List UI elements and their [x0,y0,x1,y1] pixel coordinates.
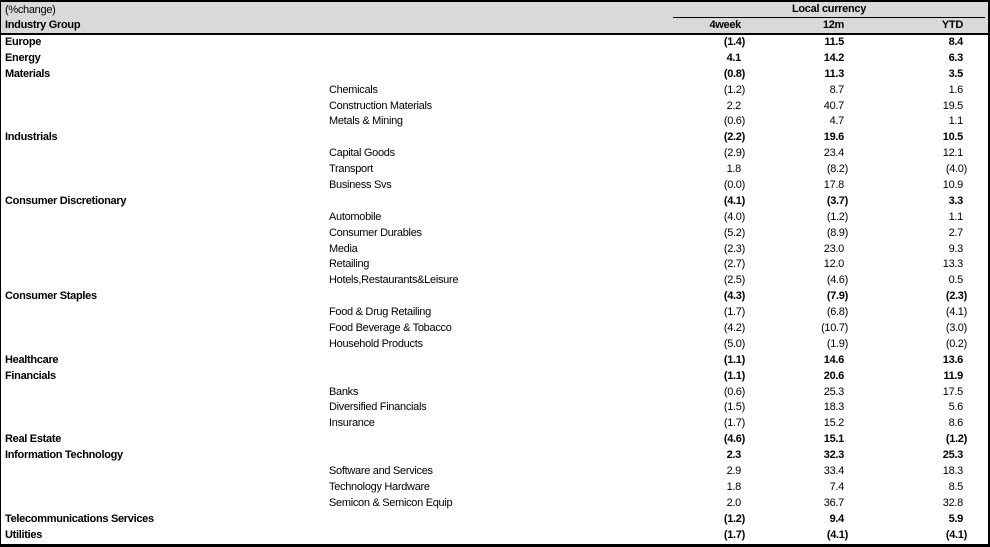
value-4week: (1.7) [723,417,745,430]
value-ytd: 13.3 [942,258,963,271]
value-12m: 12.0 [823,258,844,271]
value-ytd: 32.8 [942,496,963,509]
table-row [1,353,988,369]
value-ytd: 17.5 [942,385,963,398]
table-row [1,385,988,401]
value-12m: 17.8 [823,179,844,192]
table-body [1,35,988,544]
value-ytd: (4.1) [945,306,967,319]
value-12m: (1.2) [826,210,848,223]
industry-sub-label: Automobile [329,210,382,223]
industry-group-label: Telecommunications Services [5,512,154,525]
table-row [1,337,988,353]
value-ytd: 3.5 [948,67,963,80]
value-12m: 19.6 [823,131,844,144]
table-row [1,146,988,162]
table-row [1,114,988,130]
value-ytd: (3.0) [945,322,967,335]
value-4week: (1.4) [723,36,745,48]
table-row [1,432,988,448]
value-12m: 32.3 [823,449,844,462]
value-12m: 7.4 [829,480,844,493]
table-row [1,369,988,385]
table-row [1,273,988,289]
industry-group-header: Industry Group [5,19,81,31]
industry-group-label: Information Technology [5,449,123,462]
industry-sub-label: Semicon & Semicon Equip [329,496,453,509]
value-4week: (4.6) [723,433,745,446]
value-12m: (1.9) [826,337,848,350]
value-ytd: (1.2) [945,433,967,446]
industry-sub-label: Household Products [329,337,423,350]
table-row [1,67,988,83]
industry-sub-label: Transport [329,163,373,176]
value-4week: (1.1) [723,353,745,366]
value-ytd: 25.3 [942,449,963,462]
industry-sub-label: Media [329,242,358,255]
value-12m: 15.2 [823,417,844,430]
value-4week: (1.2) [723,83,745,96]
value-ytd: 1.1 [948,210,963,223]
value-12m: (8.9) [826,226,848,239]
value-4week: (0.0) [723,179,745,192]
table-row [1,99,988,115]
table-row [1,83,988,99]
value-ytd: 6.3 [948,51,963,64]
table-row [1,321,988,337]
value-4week: (4.2) [723,322,745,335]
value-ytd: 8.6 [948,417,963,430]
table-row [1,305,988,321]
table-row [1,464,988,480]
value-12m: 23.0 [823,242,844,255]
industry-sub-label: Business Svs [329,179,392,192]
value-ytd: 2.7 [948,226,963,239]
value-12m: 14.2 [823,51,844,64]
value-4week: 2.9 [726,465,741,478]
industry-sub-label: Insurance [329,417,375,430]
table-row [1,257,988,273]
value-12m: 4.7 [829,115,844,128]
industry-group-label: Europe [5,36,42,48]
value-4week: (0.8) [723,67,745,80]
value-4week: (5.0) [723,337,745,350]
table-row [1,242,988,258]
industry-group-label: Healthcare [5,353,59,366]
local-currency-label: Local currency [791,3,867,15]
value-ytd: 3.3 [948,194,963,207]
value-12m: 20.6 [823,369,844,382]
industry-group-label: Industrials [5,131,58,144]
header-row-change [1,2,988,17]
value-12m: 36.7 [823,496,844,509]
column-header-4week: 4week [709,19,741,31]
industry-group-label: Energy [5,51,41,64]
value-12m: 33.4 [823,465,844,478]
table-row [1,512,988,528]
value-12m: (4.1) [826,528,848,541]
value-4week: (1.5) [723,401,745,414]
value-4week: (1.7) [723,306,745,319]
value-4week: (4.3) [723,290,745,303]
table-row [1,480,988,496]
table-row [1,496,988,512]
value-12m: (10.7) [821,322,848,335]
value-ytd: 1.1 [948,115,963,128]
value-4week: 2.2 [726,99,741,112]
industry-group-label: Utilities [5,528,43,541]
value-4week: 4.1 [726,51,741,64]
industry-group-label: Real Estate [5,433,62,446]
table-row [1,528,988,544]
value-12m: (6.8) [826,306,848,319]
industry-sub-label: Diversified Financials [329,401,427,414]
value-4week: (4.1) [723,194,745,207]
value-ytd: 12.1 [942,147,963,160]
value-12m: 40.7 [823,99,844,112]
value-12m: 11.5 [824,36,844,48]
table-row [1,35,988,51]
industry-sub-label: Retailing [329,258,370,271]
value-12m: 25.3 [823,385,844,398]
value-4week: (2.2) [723,131,745,144]
industry-group-label: Consumer Discretionary [5,194,127,207]
industry-sub-label: Food Beverage & Tobacco [329,322,452,335]
column-header-ytd: YTD [941,19,963,31]
table-header [1,2,988,35]
value-4week: (2.7) [723,258,745,271]
table-row [1,130,988,146]
value-12m: 15.1 [823,433,844,446]
industry-sub-label: Software and Services [329,465,433,478]
value-4week: (5.2) [723,226,745,239]
industry-sub-label: Technology Hardware [329,480,430,493]
value-12m: (3.7) [826,194,848,207]
value-ytd: 1.6 [948,83,963,96]
value-4week: (0.6) [723,115,745,128]
value-12m: 14.6 [823,353,844,366]
value-ytd: 5.9 [948,512,963,525]
table-row [1,178,988,194]
value-ytd: 19.5 [942,99,963,112]
value-ytd: (4.0) [945,163,967,176]
percent-change-label: (%change) [5,4,56,16]
value-4week: (2.3) [723,242,745,255]
value-4week: (4.0) [723,210,745,223]
value-12m: (4.6) [826,274,848,287]
value-ytd: 5.6 [948,401,963,414]
value-4week: (1.2) [723,512,745,525]
value-ytd: (4.1) [945,528,967,541]
table-row [1,448,988,464]
industry-sub-label: Capital Goods [329,147,395,160]
value-ytd: 11.9 [943,369,963,382]
value-ytd: (0.2) [945,337,967,350]
value-ytd: 10.5 [942,131,963,144]
value-ytd: 8.4 [948,36,963,48]
industry-group-label: Materials [5,67,50,80]
industry-group-label: Financials [5,369,56,382]
value-4week: 1.8 [726,163,741,176]
column-header-12m: 12m [822,19,844,31]
value-12m: 9.4 [829,512,844,525]
value-ytd: 13.6 [942,353,963,366]
industry-sub-label: Hotels,Restaurants&Leisure [329,274,459,287]
value-12m: (7.9) [826,290,848,303]
value-4week: 1.8 [726,480,741,493]
industry-sub-label: Food & Drug Retailing [329,306,431,319]
value-4week: (2.9) [723,147,745,160]
value-ytd: (2.3) [945,290,967,303]
table-row [1,416,988,432]
value-4week: 2.0 [726,496,741,509]
table-row [1,51,988,67]
value-ytd: 0.5 [948,274,963,287]
table-row [1,289,988,305]
value-4week: (1.7) [723,528,745,541]
value-12m: 11.3 [824,67,844,80]
value-ytd: 9.3 [948,242,963,255]
value-12m: 18.3 [823,401,844,414]
table-row [1,226,988,242]
industry-group-label: Consumer Staples [5,290,97,303]
value-4week: (1.1) [723,369,745,382]
table-row [1,162,988,178]
industry-sub-label: Construction Materials [329,99,432,112]
value-ytd: 8.5 [948,480,963,493]
value-12m: 23.4 [823,147,844,160]
value-ytd: 10.9 [942,179,963,192]
table-row [1,400,988,416]
value-4week: (0.6) [723,385,745,398]
industry-sub-label: Banks [329,385,359,398]
value-4week: (2.5) [723,274,745,287]
value-ytd: 18.3 [942,465,963,478]
table-row [1,194,988,210]
value-12m: (8.2) [826,163,848,176]
industry-sub-label: Chemicals [329,83,378,96]
industry-sub-label: Consumer Durables [329,226,422,239]
value-4week: 2.3 [726,449,741,462]
industry-sub-label: Metals & Mining [329,115,403,128]
value-12m: 8.7 [829,83,844,96]
table-row [1,210,988,226]
header-row-columns [1,17,988,33]
local-currency-group-header [673,2,985,18]
